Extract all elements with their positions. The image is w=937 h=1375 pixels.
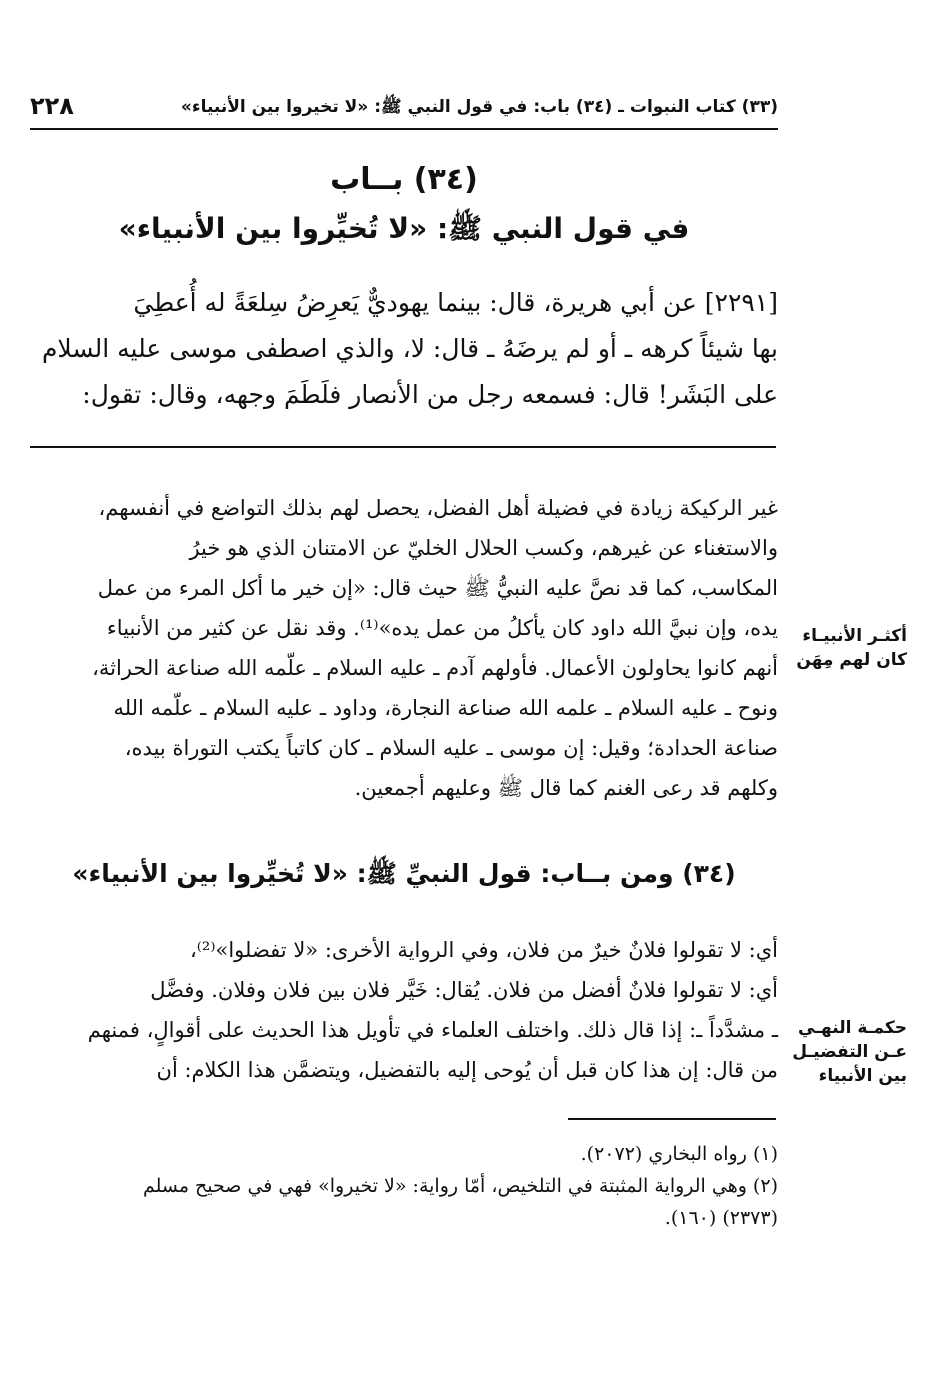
commentary2-line: أي: لا تقولوا فلانٌ أفضل من فلان. يُقال: خَيَّر فلان بين فلان وفلان. وفضَّل: [150, 978, 778, 1002]
separator-line: [30, 446, 776, 448]
side-note-line: بين الأنبياء: [818, 1066, 907, 1086]
commentary-line: ونوح ـ عليه السلام ـ علمه الله صناعة النجارة، وداود ـ عليه السلام ـ علّمه الله: [113, 696, 778, 720]
commentary-line: صناعة الحدادة؛ وقيل: إن موسى ـ عليه السلام ـ كان كاتباً يكتب التوراة بيده،: [124, 736, 778, 760]
running-title: (٣٣) كتاب النبوات ـ (٣٤) باب: في قول النبي ﷺ: «لا تخيروا بين الأنبياء»: [180, 97, 778, 117]
page-header: [30, 92, 778, 130]
commentary2-text: [30, 930, 778, 1090]
footnote-line: (٢٣٧٣) (١٦٠).: [664, 1207, 778, 1229]
commentary2-line: أي: لا تقولوا فلانٌ خيرٌ من فلان، وفي الرواية الأخرى: «لا تفضلوا»⁽²⁾،: [189, 938, 778, 962]
commentary2-line: من قال: إن هذا كان قبل أن يُوحى إليه بالتفضيل، ويتضمَّن هذا الكلام: أن: [156, 1058, 778, 1082]
commentary2-line: ـ مشدَّداً ـ: إذا قال ذلك. واختلف العلماء في تأويل هذا الحديث على أقوالٍ، فمنهم: [87, 1018, 778, 1042]
commentary-line: أنهم كانوا يحاولون الأعمال. فأولهم آدم ـ عليه السلام ـ علّمه الله صناعة الحراثة،: [92, 656, 778, 680]
commentary-text: [30, 488, 778, 808]
side-note-line: أكثـر الأنبيـاء: [802, 626, 907, 646]
side-note-line: حكمـة النهـي: [798, 1018, 907, 1038]
page-number: ٢٢٨: [30, 92, 74, 120]
hadith-line: [٢٢٩١] عن أبي هريرة، قال: بينما يهوديٌّ يَعرِضُ سِلعَةً له أُعطِيَ: [133, 288, 778, 317]
chapter-number: (٣٤) بــاب: [330, 162, 478, 197]
commentary-line: المكاسب، كما قد نصَّ عليه النبيُّ ﷺ حيث قال: «إن خير ما أكل المرء من عمل: [97, 576, 778, 600]
side-note-preference: [787, 1016, 907, 1088]
commentary-line: غير الركيكة زيادة في فضيلة أهل الفضل، يحصل لهم بذلك التواضع في أنفسهم،: [98, 496, 778, 520]
hadith-text: [30, 280, 778, 418]
commentary-line: وكلهم قد رعى الغنم كما قال ﷺ وعليهم أجمعين.: [354, 776, 778, 800]
commentary-line: والاستغناء عن غيرهم، وكسب الحلال الخليّ عن الامتنان الذي هو خيرُ: [189, 536, 778, 560]
side-note-line: عـن التفضيـل: [792, 1042, 907, 1062]
subsection-heading: (٣٤) ومن بــاب: قول النبيِّ ﷺ: «لا تُخيِّروا بين الأنبياء»: [72, 859, 736, 888]
hadith-line: بها شيئاً كرهه ـ أو لم يرضَهُ ـ قال: لا، والذي اصطفى موسى عليه السلام: [41, 334, 778, 363]
footnotes: [30, 1138, 778, 1234]
side-note-prophets-crafts: [787, 624, 907, 672]
commentary-line: يده، وإن نبيَّ الله داود كان يأكلُ من عمل يده»⁽¹⁾. وقد نقل عن كثير من الأنبياء: [106, 616, 778, 640]
footnote-line: (١) رواه البخاري (٢٠٧٢).: [580, 1143, 778, 1165]
chapter-title: في قول النبي ﷺ: «لا تُخيِّروا بين الأنبياء»: [118, 212, 690, 245]
side-note-line: كان لهم مِهَن: [796, 650, 907, 670]
footnote-line: (٢) وهي الرواية المثبتة في التلخيص، أمّا رواية: «لا تخيروا» فهي في صحيح مسلم: [142, 1175, 778, 1197]
footnote-separator: [568, 1118, 776, 1120]
hadith-line: على البَشَر! قال: فسمعه رجل من الأنصار فلَطَمَ وجهه، وقال: تقول:: [82, 380, 778, 409]
